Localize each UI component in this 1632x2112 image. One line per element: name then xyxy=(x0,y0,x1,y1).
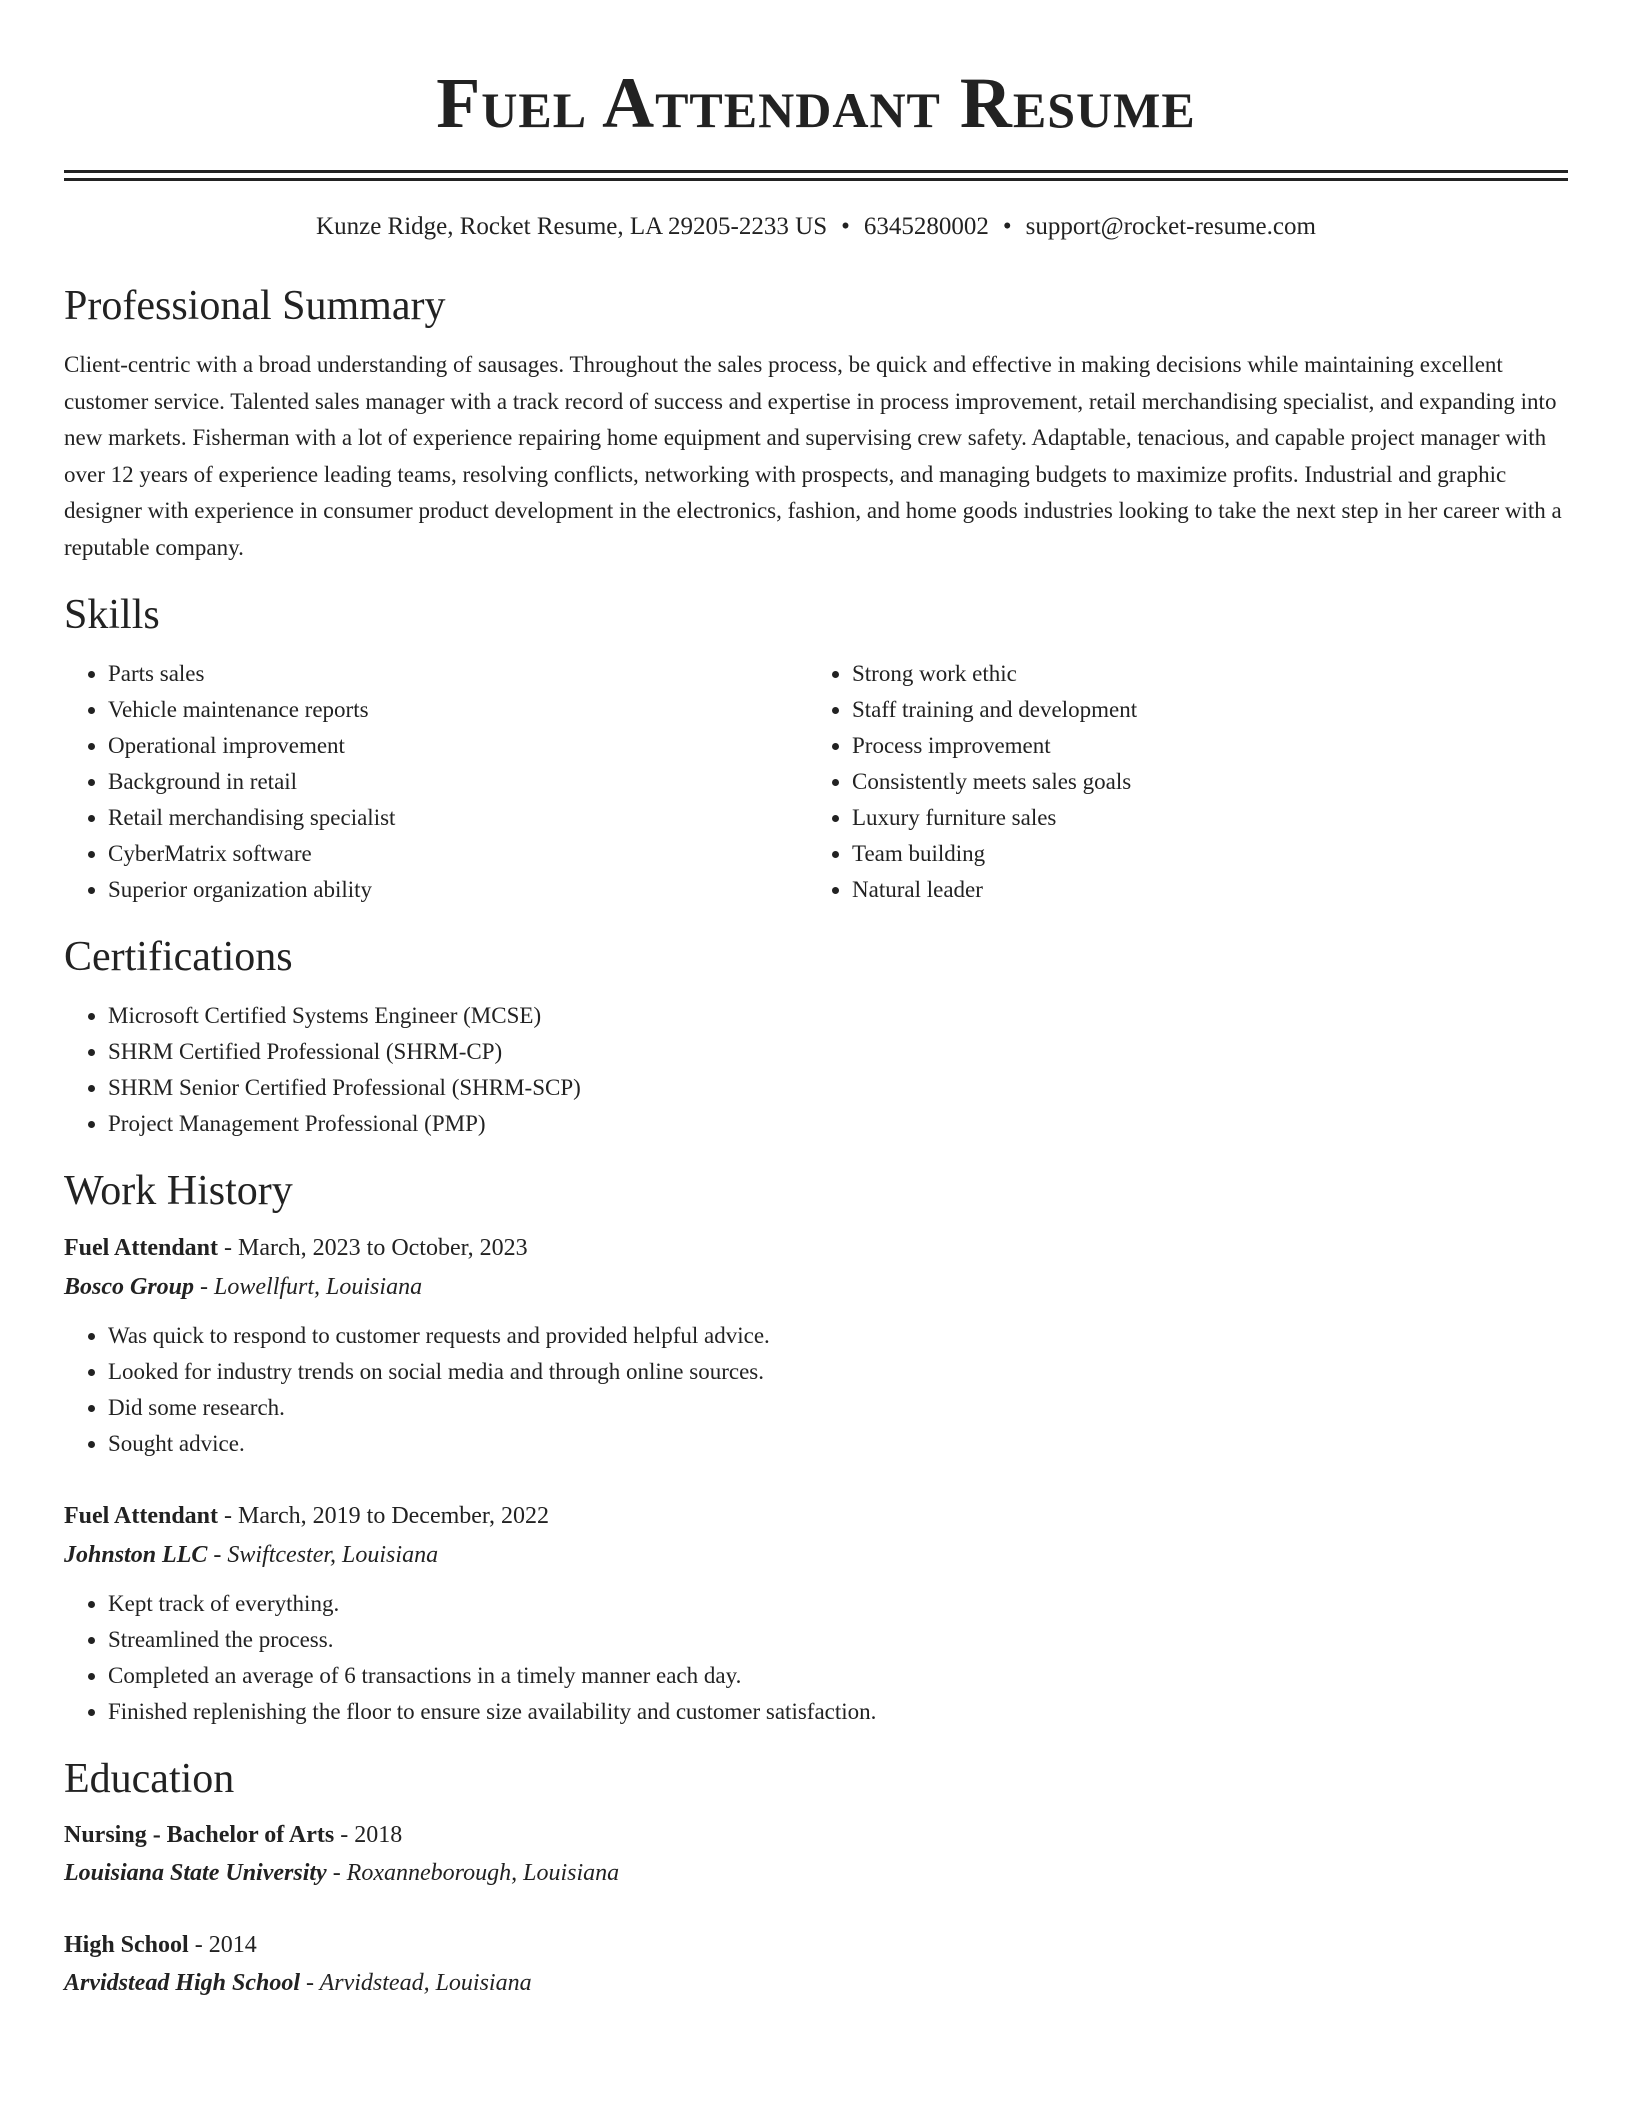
skill-item: • Vehicle maintenance reports xyxy=(108,692,808,728)
education-year: - 2018 xyxy=(334,1822,403,1848)
education-location: - Arvidstead, Louisiana xyxy=(300,1970,532,1996)
certification-item: • Project Management Professional (PMP) xyxy=(108,1106,1568,1142)
skills-grid xyxy=(64,656,1568,908)
job-header xyxy=(64,1496,1568,1536)
skill-item: • Team building xyxy=(852,836,1552,872)
job-title: Fuel Attendant xyxy=(64,1235,219,1261)
skill-item: • Superior organization ability xyxy=(108,872,808,908)
skill-item: • Staff training and development xyxy=(852,692,1552,728)
skill-item: • Process improvement xyxy=(852,728,1552,764)
job-company-line xyxy=(64,1536,1568,1574)
contact-address: Kunze Ridge, Rocket Resume, LA 29205-2233 US xyxy=(316,213,828,240)
education-school: Louisiana State University xyxy=(64,1860,327,1886)
job-bullet: • Looked for industry trends on social media and through online sources. xyxy=(108,1354,1568,1390)
education-degree: High School xyxy=(64,1932,189,1958)
skill-item: • Operational improvement xyxy=(108,728,808,764)
job-company-line xyxy=(64,1268,1568,1306)
education-entry xyxy=(64,1926,1568,2002)
certification-item: • Microsoft Certified Systems Engineer (MCSE) xyxy=(108,998,1568,1034)
skill-item: • Background in retail xyxy=(108,764,808,800)
skill-item: • CyberMatrix software xyxy=(108,836,808,872)
education-year: - 2014 xyxy=(188,1932,257,1958)
contact-line xyxy=(64,211,1568,243)
certifications-list xyxy=(64,998,1568,1142)
skill-item: • Strong work ethic xyxy=(852,656,1552,692)
skill-item: • Parts sales xyxy=(108,656,808,692)
job-header xyxy=(64,1228,1568,1268)
job-bullet: • Sought advice. xyxy=(108,1426,1568,1462)
certifications-heading: Certifications xyxy=(64,934,293,980)
job-bullet: • Was quick to respond to customer requests and provided helpful advice. xyxy=(108,1318,1568,1354)
education-location: - Roxanneborough, Louisiana xyxy=(326,1860,620,1886)
job-bullets xyxy=(64,1318,1568,1462)
resume-title: Fuel Attendant Resume xyxy=(436,63,1196,143)
education-header xyxy=(64,1816,1568,1854)
summary-text: Client-centric with a broad understanding of sausages. Throughout the sales process, be quick and effective in making decisions while maintaining excellent customer service. Talented sales manager with a track record of success and expertise in process improvement, retail merchandising specialist, and expanding into new markets. Fisherman with a lot of experience repairing home equipment and supervising crew safety. Adaptable, tenacious, and capable project manager with over 12 years of experience leading teams, resolving conflicts, networking with prospects, and managing budgets to maximize profits. Industrial and graphic designer with experience in consumer product development in the electronics, fashion, and home goods industries looking to take the next step in her career with a reputable company. xyxy=(64,352,1562,560)
job-location: - Swiftcester, Louisiana xyxy=(207,1542,439,1568)
education-school-line xyxy=(64,1964,1568,2002)
job-bullet: • Did some research. xyxy=(108,1390,1568,1426)
skills-section xyxy=(64,590,1568,908)
job-entry xyxy=(64,1228,1568,1462)
certifications-section xyxy=(64,932,1568,1142)
job-bullet: • Kept track of everything. xyxy=(108,1586,1568,1622)
title-double-rule xyxy=(64,170,1568,181)
skills-list-left xyxy=(64,656,808,908)
job-entry xyxy=(64,1496,1568,1730)
certification-item: • SHRM Certified Professional (SHRM-CP) xyxy=(108,1034,1568,1070)
skill-item: • Retail merchandising specialist xyxy=(108,800,808,836)
skills-heading: Skills xyxy=(64,592,160,638)
job-dates: - March, 2019 to December, 2022 xyxy=(218,1503,549,1529)
education-section xyxy=(64,1754,1568,2002)
education-heading: Education xyxy=(64,1756,235,1802)
job-dates: - March, 2023 to October, 2023 xyxy=(218,1235,528,1261)
contact-phone: 6345280002 xyxy=(863,213,989,240)
education-entry xyxy=(64,1816,1568,1892)
job-company: Bosco Group xyxy=(64,1274,195,1300)
certification-item: • SHRM Senior Certified Professional (SHRM-SCP) xyxy=(108,1070,1568,1106)
job-bullet: • Finished replenishing the floor to ensure size availability and customer satisfaction. xyxy=(108,1694,1568,1730)
education-school-line xyxy=(64,1854,1568,1892)
contact-separator: • xyxy=(841,213,850,240)
work-history-section xyxy=(64,1166,1568,1730)
job-bullet: • Streamlined the process. xyxy=(108,1622,1568,1658)
skill-item: • Natural leader xyxy=(852,872,1552,908)
job-bullet: • Completed an average of 6 transactions in a timely manner each day. xyxy=(108,1658,1568,1694)
education-school: Arvidstead High School xyxy=(64,1970,301,1996)
contact-separator: • xyxy=(1002,213,1012,240)
summary-section xyxy=(64,281,1568,566)
education-degree: Nursing - Bachelor of Arts xyxy=(64,1822,335,1848)
summary-heading: Professional Summary xyxy=(64,283,446,329)
contact-email: support@rocket-resume.com xyxy=(1025,213,1316,240)
job-bullets xyxy=(64,1586,1568,1730)
skills-list-right xyxy=(808,656,1552,908)
job-location: - Lowellfurt, Louisiana xyxy=(194,1274,423,1300)
skill-item: • Luxury furniture sales xyxy=(852,800,1552,836)
skill-item: • Consistently meets sales goals xyxy=(852,764,1552,800)
job-title: Fuel Attendant xyxy=(64,1503,219,1529)
education-header xyxy=(64,1926,1568,1964)
job-company: Johnston LLC xyxy=(64,1542,208,1568)
work-history-heading: Work History xyxy=(64,1168,293,1214)
